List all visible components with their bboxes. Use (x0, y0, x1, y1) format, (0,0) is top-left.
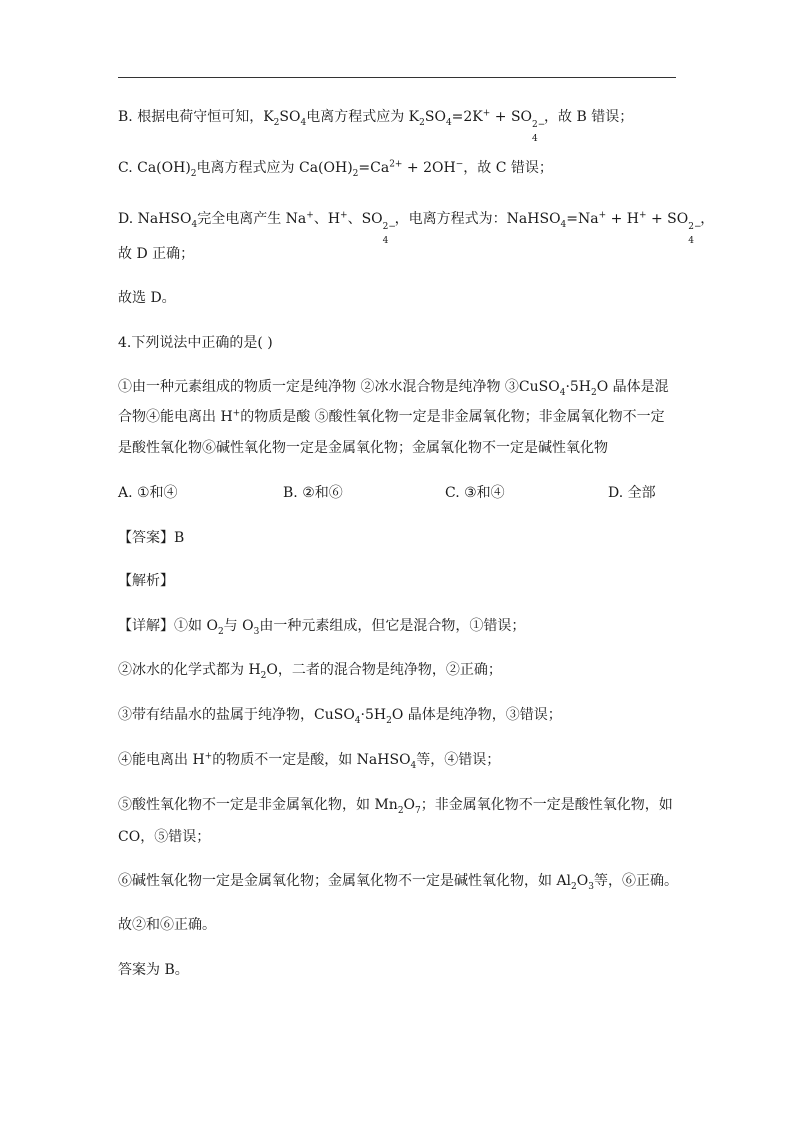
question-4-statement-3: 是酸性氧化物⑥碱性氧化物一定是金属氧化物；金属氧化物不一定是碱性氧化物 (118, 440, 608, 456)
question-4-options (118, 483, 678, 503)
option-b: B. ②和⑥ (283, 485, 343, 501)
option-c: C. ③和④ (445, 485, 505, 501)
question-4-title: 4.下列说法中正确的是( ) (118, 335, 273, 351)
detail-1: 【详解】①如 $O_2$与 $O_3$由一种元素组成，但它是混合物，①错误； (118, 618, 526, 637)
option-c-explanation: C. $Ca(OH)_2$电离方程式应为 $Ca(OH)_2=Ca^{2+} + 2OH^-$，故 C 错误； (118, 159, 553, 179)
detail-4: ④能电离出 H+的物质不一定是酸，如 NaHSO$_4$等，④错误； (118, 751, 501, 771)
detail-5-continued: CO，⑤错误； (118, 829, 211, 845)
final-answer-line: 答案为 B。 (118, 962, 189, 978)
choose-line: 故选 D。 (118, 290, 176, 306)
option-d-conclusion: 故 D 正确； (118, 246, 195, 262)
option-b-explanation: B. 根据电荷守恒可知，$K_2SO_4$电离方程式应为 $K_2SO_4=2K^+$ + SO 2− 4 ，故 B 错误； (118, 108, 634, 144)
conclusion-line: 故②和⑥正确。 (118, 917, 216, 933)
option-a: A. ①和④ (118, 485, 178, 501)
question-4-statement-1: ①由一种元素组成的物质一定是纯净物 ②冰水混合物是纯净物 $③CuSO_4\cdot 5H_2O$ 晶体是混 (118, 379, 669, 398)
detail-5: ⑤酸性氧化物不一定是非金属氧化物，如 $Mn_2O_7$；非金属氧化物不一定是酸性氧化物，如 (118, 797, 673, 816)
question-4-statement-2: 合物④能电离出 H+的物质是酸 ⑤酸性氧化物一定是非金属氧化物；非金属氧化物不一定 (118, 408, 665, 425)
option-d-explanation: D. NaHSO$_4$完全电离产生 Na+、H+、SO 2− 4 ，电离方程式为：NaHSO$_4$=Na+ + H+ + SO 2− 4 ， (118, 210, 715, 246)
option-d: D. 全部 (608, 485, 656, 501)
detail-6: ⑥碱性氧化物一定是金属氧化物；金属氧化物不一定是碱性氧化物，如 $Al_2O_3$等，⑥正确。 (118, 873, 678, 892)
analysis-heading: 【解析】 (118, 573, 174, 589)
detail-3: ③带有结晶水的盐属于纯净物，$CuSO_4\cdot 5H_2O$ 晶体是纯净物，③错误； (118, 707, 562, 726)
detail-2: ②冰水的化学式都为 $H_2O$，二者的混合物是纯净物，②正确； (118, 662, 502, 681)
answer-line: 【答案】B (118, 530, 185, 546)
header-rule (118, 77, 676, 78)
